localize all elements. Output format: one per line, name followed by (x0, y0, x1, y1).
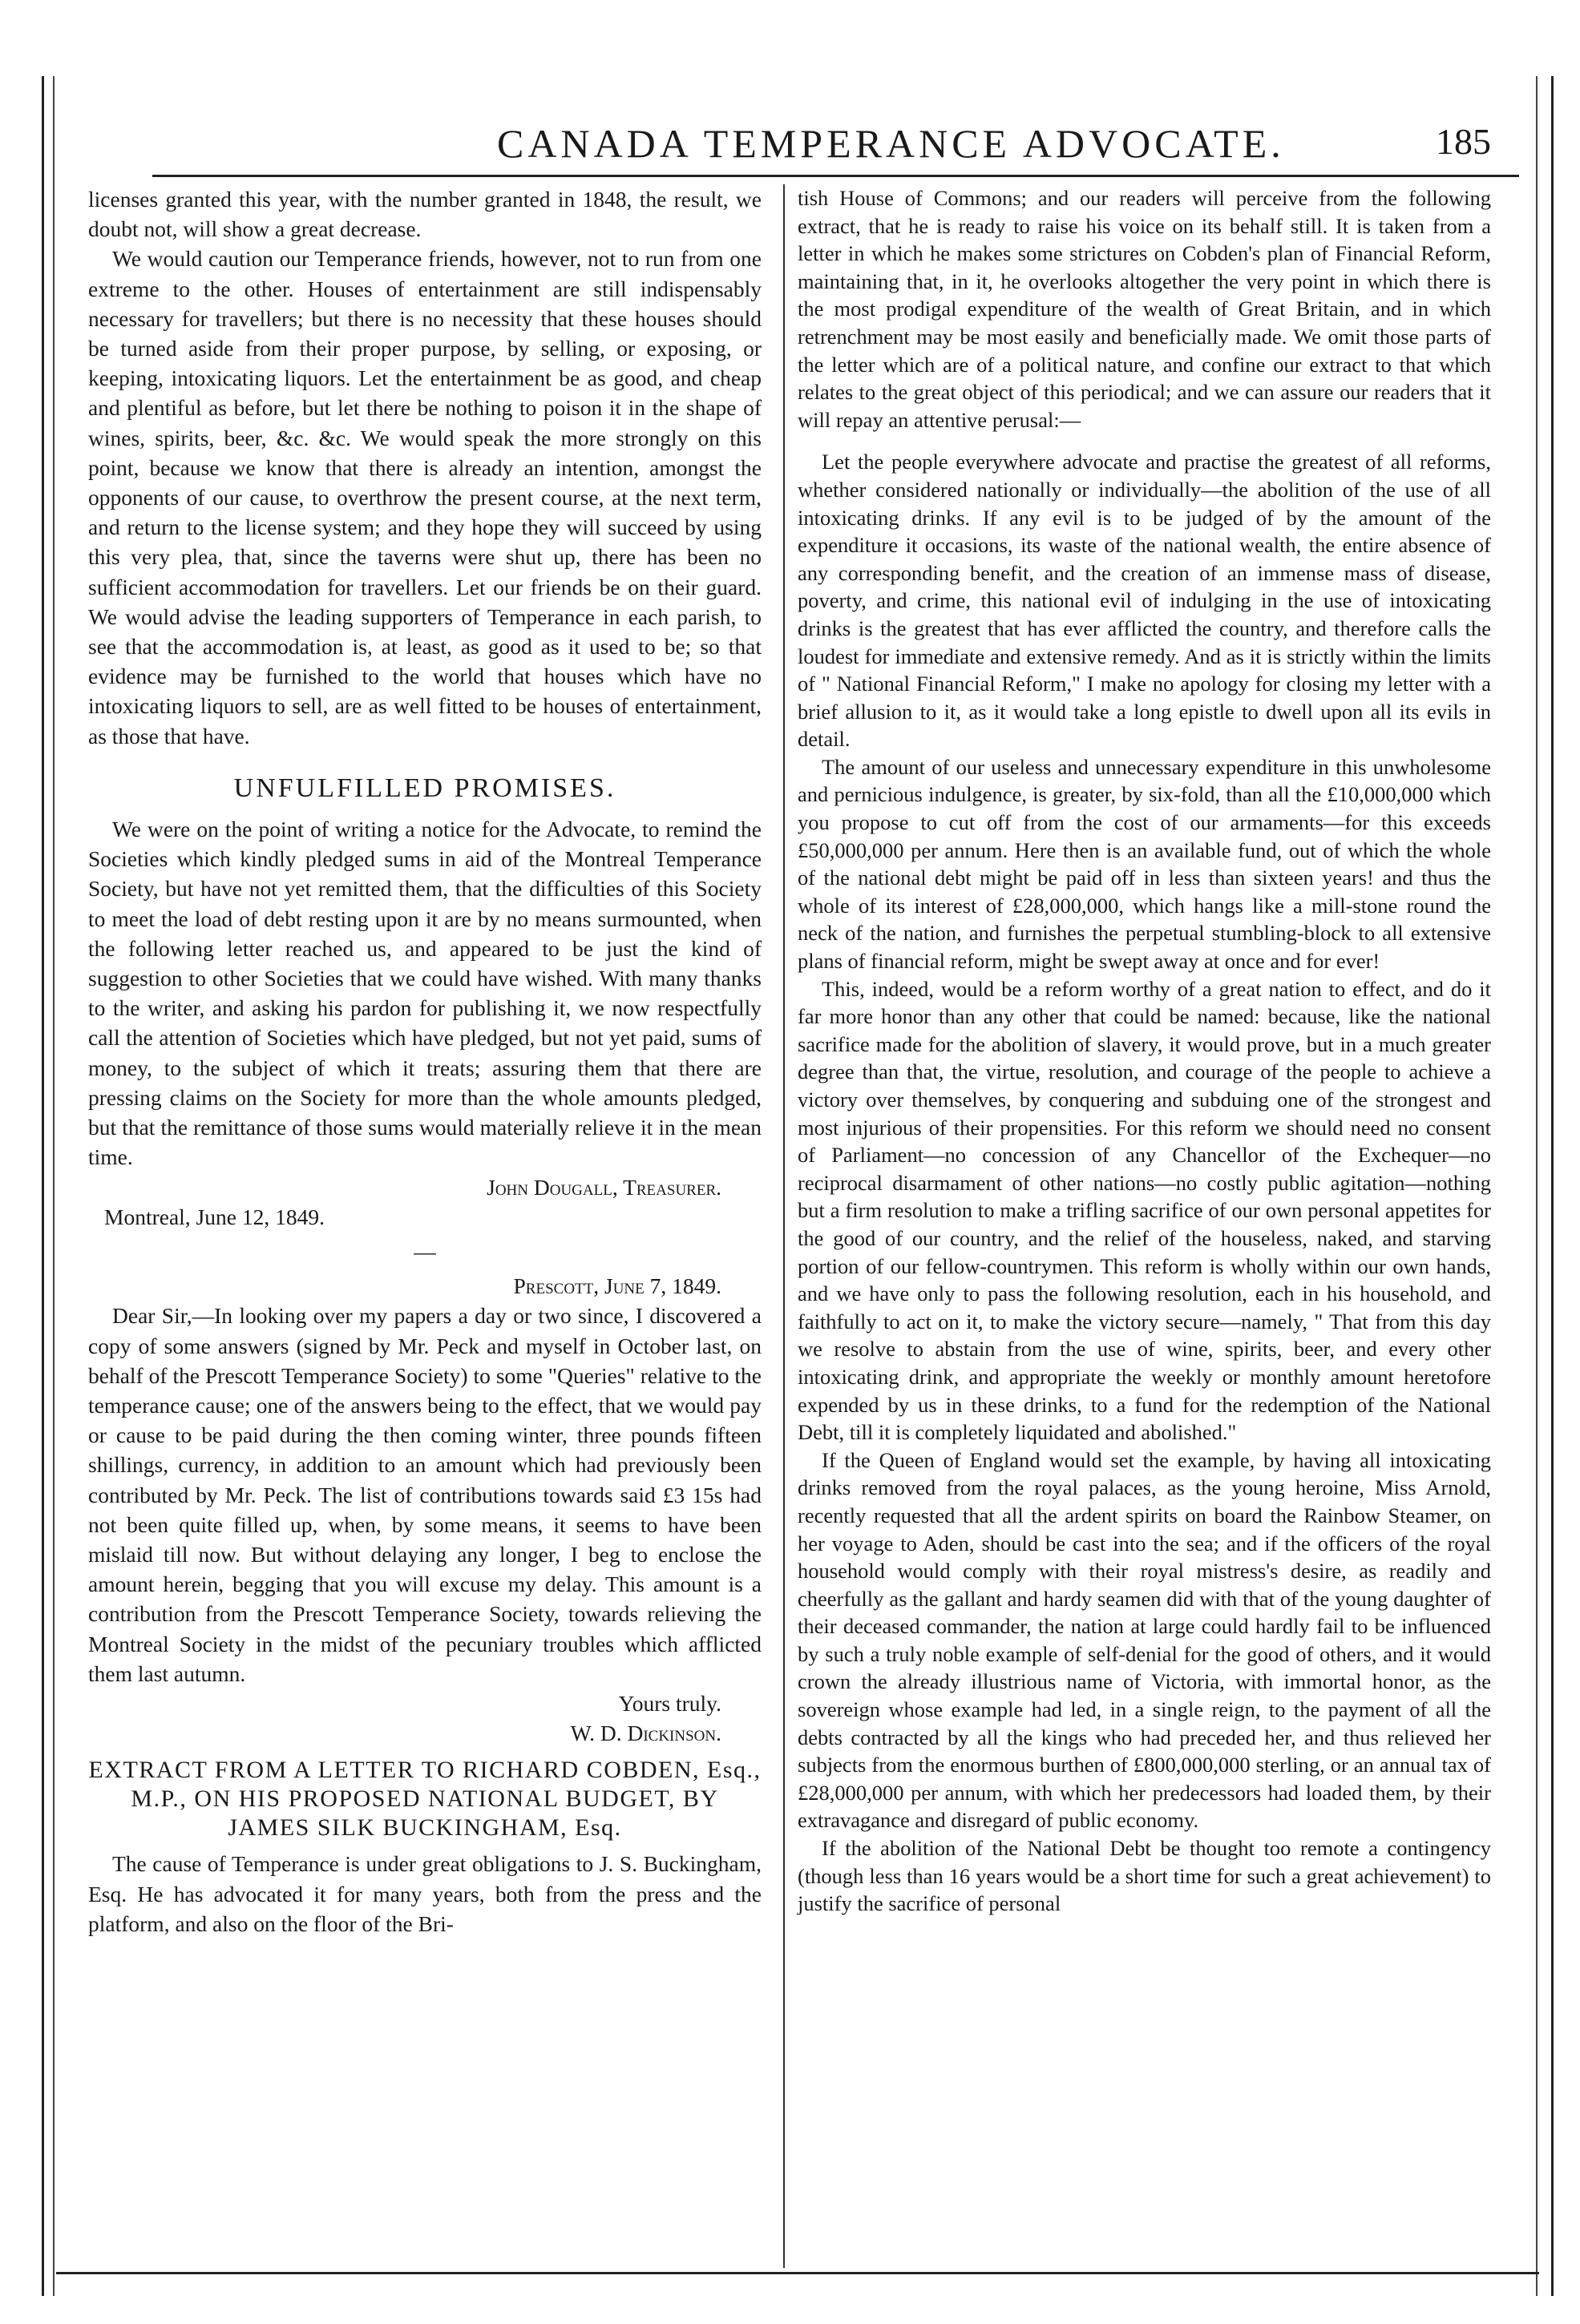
page-number: 185 (1436, 121, 1491, 162)
paragraph: licenses granted this year, with the number granted in 1848, the result, we doubt not, will show a great decrease. (88, 187, 762, 242)
header-rule (152, 175, 1519, 177)
left-column (88, 184, 762, 1939)
closing: Yours truly. (618, 1690, 721, 1716)
signature: John Dougall, Treasurer. (487, 1174, 721, 1200)
section-heading: EXTRACT FROM A LETTER TO RICHARD COBDEN, Esq., M.P., ON HIS PROPOSED NATIONAL BUDGET, BY JAMES SILK BUCKINGHAM, Esq. (88, 1757, 762, 1842)
running-header (160, 120, 1491, 168)
paragraph: If the Queen of England would set the example, by having all intoxicating drinks removed from the royal palaces, as the young heroine, Miss Arnold, recently requested that all the ardent spirits on board the Rainbow Steamer, on her voyage to Aden, should be cast into the sea; and if the officers of the royal household would comply with their royal mistress's desire, as readily and cheerfully as the gallant and hardy seamen did with that of the young daughter of their deceased commander, the nation at large could hardly fail to be influenced by such a truly noble example of self-denial for the good of others, and it would crown the already illustrious name of Victoria, with immortal honor, as the sovereign whose example had led, in a single reign, to the payment of all the debts contracted by all the kings who had preceded her, and thus relieved her subjects from the enormous burthen of £800,000,000 sterling, or an annual tax of £28,000,000 per annum, with which her predecessors had loaded them, by their extravagance and disregard of public economy. (798, 1447, 1491, 1833)
paragraph: If the abolition of the National Debt be thought too remote a contingency (though less than 16 years would be a short time for such a great achievement) to justify the sacrifice of personal (798, 1836, 1491, 1916)
paragraph: The amount of our useless and unnecessary expenditure in this unwholesome and pernicious indulgence, is greater, by six-fold, than all the £10,000,000 which you propose to cut off from the cost of our armaments—for this exceeds £50,000,000 per annum. Here then is an available fund, out of which the whole of the national debt might be paid off in less than sixteen years! and thus the whole of its interest of £28,000,000, which hangs like a mill-stone round the neck of the nation, and furnishes the perpetual stumbling-block to all extensive plans of financial reform, might be swept away at once and for ever! (798, 754, 1491, 974)
letter-body: Dear Sir,—In looking over my papers a day or two since, I discovered a copy of some answers (signed by Mr. Peck and myself in October last, on behalf of the Prescott Temperance Society) to some "Queries" relative to the temperance cause; one of the answers being to the effect, that we would pay or cause to be paid during the then coming winter, three pounds fifteen shillings, currency, in addition to an amount which had previously been contributed by Mr. Peck. The list of contributions towards said £3 15s had not been quite filled up, when, by some means, it seems to have been mislaid till now. But without delaying any longer, I beg to enclose the amount herein, begging that you will excuse my delay. This amount is a contribution from the Prescott Temperance Society, towards relieving the Montreal Society in the midst of the pecuniary troubles which afflicted them last autumn. (88, 1303, 762, 1686)
paragraph: tish House of Commons; and our readers will perceive from the following extract, that he is ready to raise his voice on its behalf still. It is taken from a letter in which he makes some strictures on Cobden's plan of Financial Reform, maintaining that, in it, he overlooks altogether the very point in which there is the most prodigal expenditure of the wealth of Great Britain, and in which retrenchment may be most easily and beneficially made. We omit those parts of the letter which are of a political nature, and confine our extract to that which relates to the great object of this periodical; and we can assure our readers that it will repay an attentive perusal:— (798, 186, 1491, 432)
paragraph: Let the people everywhere advocate and practise the greatest of all reforms, whether considered nationally or individually—the abolition of the use of all intoxicating drinks. If any evil is to be judged of by the amount of the expenditure it occasions, its waste of the national wealth, the entire absence of any corresponding benefit, and the creation of an immense mass of disease, poverty, and crime, this national evil of indulging in the use of intoxicating drinks is the greatest that has ever afflicted the country, and therefore calls the loudest for immediate and extensive remedy. And as it is strictly within the limits of " National Financial Reform," I make no apology for closing my letter with a brief allusion to it, as it would take a long epistle to dwell upon all its evils in detail. (798, 450, 1491, 752)
page-border-inner-right (1536, 76, 1538, 2296)
right-column (798, 184, 1491, 1918)
paragraph: We were on the point of writing a notice for the Advocate, to remind the Societies which kindly pledged sums in aid of the Montreal Temperance Society, but have not yet remitted them, that the difficulties of this Society to meet the load of debt resting upon it are by no means surmounted, when the following letter reached us, and appeared to be just the kind of suggestion to other Societies that we could have wished. With many thanks to the writer, and asking his pardon for publishing it, we now respectfully call the attention of Societies which have pledged, but not yet paid, sums of money, to the subject of which it treats; assuring them that there are pressing claims on the Society for more than the whole amounts pledged, but that the remittance of those sums would materially relieve it in the mean time. (88, 817, 762, 1170)
paragraph: The cause of Temperance is under great obligations to J. S. Buckingham, Esq. He has advocated it for many years, both from the press and the platform, and also on the floor of the Bri- (88, 1851, 762, 1936)
paragraph: We would caution our Temperance friends, however, not to run from one extreme to the other. Houses of entertainment are still indispensably necessary for travellers; but there is no necessity that these houses should be turned aside from their proper purpose, by selling, or exposing, or keeping, intoxicating liquors. Let the entertainment be as good, and cheap and plentiful as before, but let there be nothing to poison it in the shape of wines, spirits, beer, &c. &c. We would speak the more strongly on this point, because we know that there is already an intention, amongst the opponents of our cause, to overthrow the present course, at the next term, and return to the license system; and they hope they will succeed by using this very plea, that, since the taverns were shut up, there has been no sufficient accommodation for travellers. Let our friends be on their guard. We would advise the leading supporters of Temperance in each parish, to see that the accommodation is, at least, as good as it used to be; so that evidence may be furnished to the world that houses which have no intoxicating liquors to sell, are as well fitted to be houses of entertainment, as those that have. (88, 246, 762, 748)
separator-dash: — (414, 1238, 436, 1264)
column-divider (783, 184, 785, 2268)
dateline: Montreal, June 12, 1849. (104, 1204, 325, 1229)
page-border-inner-left (53, 76, 55, 2296)
dateline: Prescott, June 7, 1849. (513, 1273, 721, 1299)
section-heading: UNFULFILLED PROMISES. (233, 773, 616, 803)
paragraph: This, indeed, would be a reform worthy of a great nation to effect, and do it far more honor than any other that could be named: because, like the national sacrifice made for the abolition of slavery, it would prove, but in a much greater degree than that, the virtue, resolution, and courage of the people to achieve a victory over themselves, by conquering and subduing one of the strongest and most injurious of their propensities. For this reform we should need no consent of Parliament—no concession of any Chancellor of the Exchequer—no reciprocal disarmament of other nations—no costly public agitation—nothing but a firm resolution to make a trifling sacrifice of our own personal appetites for the good of our country, and the relief of the houseless, naked, and starving portion of our fellow-countrymen. This reform is wholly within our own hands, and we have only to pass the following resolution, each in his household, and faithfully to act on it, to make the victory secure—namely, " That from this day we resolve to abstain from the use of wine, spirits, beer, and every other intoxicating drink, and appropriate the weekly or monthly amount heretofore expended by us in these drinks, to a fund for the redemption of the National Debt, till it is completely liquidated and abolished." (798, 976, 1491, 1445)
footer-rule (56, 2272, 1539, 2274)
signature: W. D. Dickinson. (570, 1721, 721, 1746)
journal-title: CANADA TEMPERANCE ADVOCATE. (497, 121, 1285, 166)
